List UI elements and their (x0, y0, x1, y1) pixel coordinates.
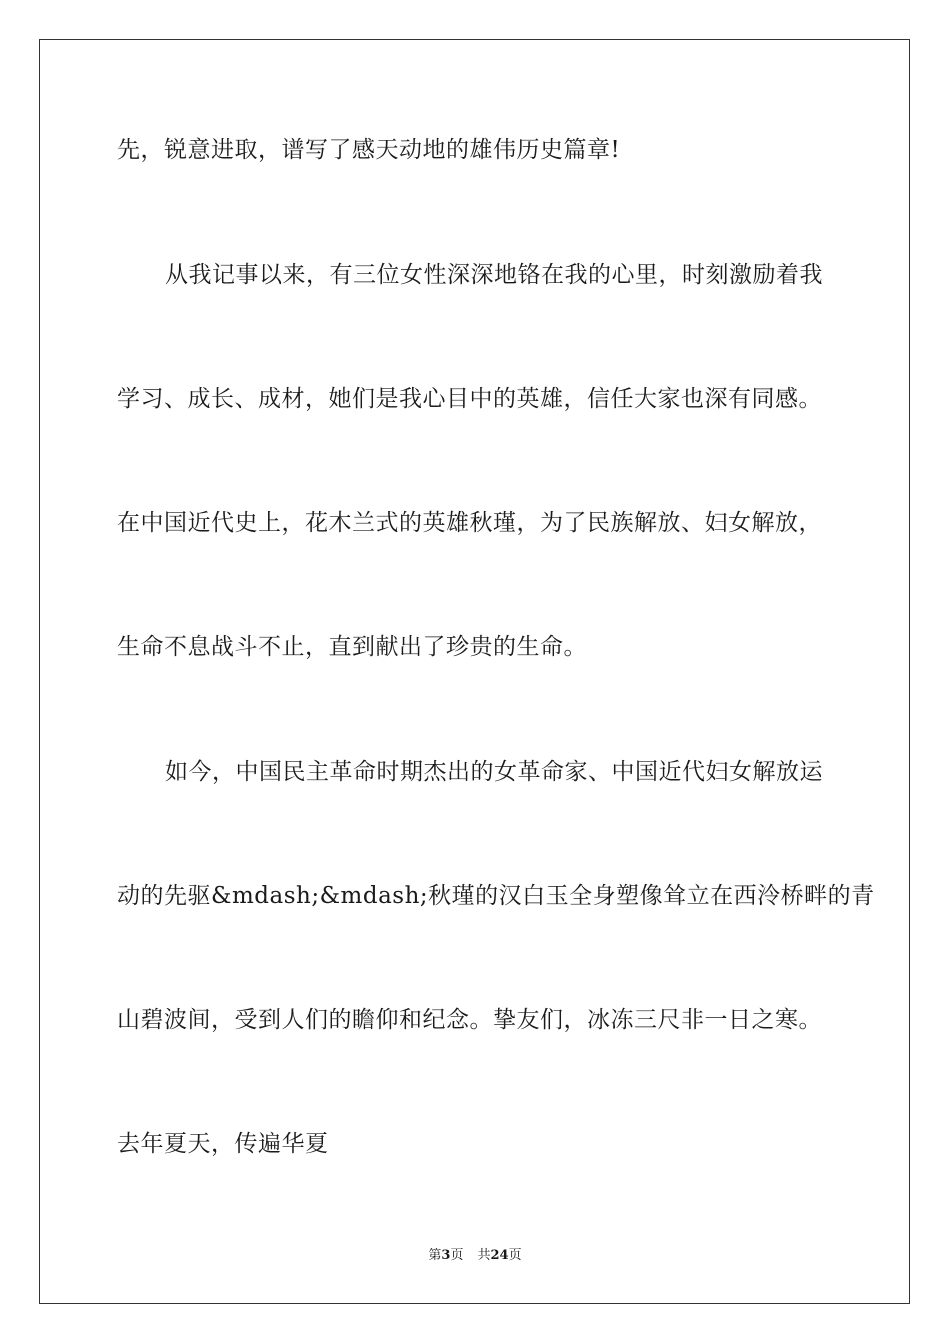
total-prefix: 共 (477, 1248, 491, 1263)
page-border (39, 39, 910, 1304)
text-line-7: 动的先驱&mdash;&mdash;秋瑾的汉白玉全身塑像耸立在西泠桥畔的青 (117, 883, 875, 909)
page-number: 3 (441, 1248, 451, 1263)
total-pages: 24 (490, 1248, 509, 1263)
text-line-1: 先，锐意进取，谱写了感天动地的雄伟历史篇章! (117, 137, 621, 163)
text-line-8: 山碧波间，受到人们的瞻仰和纪念。挚友们，冰冻三尺非一日之寒。 (117, 1007, 822, 1033)
total-suffix: 页 (508, 1248, 522, 1263)
text-line-6: 如今，中国民主革命时期杰出的女革命家、中国近代妇女解放运 (165, 759, 823, 785)
text-line-4: 在中国近代史上，花木兰式的英雄秋瑾，为了民族解放、妇女解放， (117, 510, 822, 536)
page-suffix: 页 (450, 1248, 464, 1263)
page-prefix: 第 (428, 1248, 442, 1263)
page-footer (0, 1247, 950, 1265)
text-line-9: 去年夏天，传遍华夏 (117, 1131, 329, 1157)
text-line-5: 生命不息战斗不止，直到献出了珍贵的生命。 (117, 634, 587, 660)
text-line-3: 学习、成长、成材，她们是我心目中的英雄，信任大家也深有同感。 (117, 386, 822, 412)
text-line-2: 从我记事以来，有三位女性深深地铬在我的心里，时刻激励着我 (165, 262, 823, 288)
